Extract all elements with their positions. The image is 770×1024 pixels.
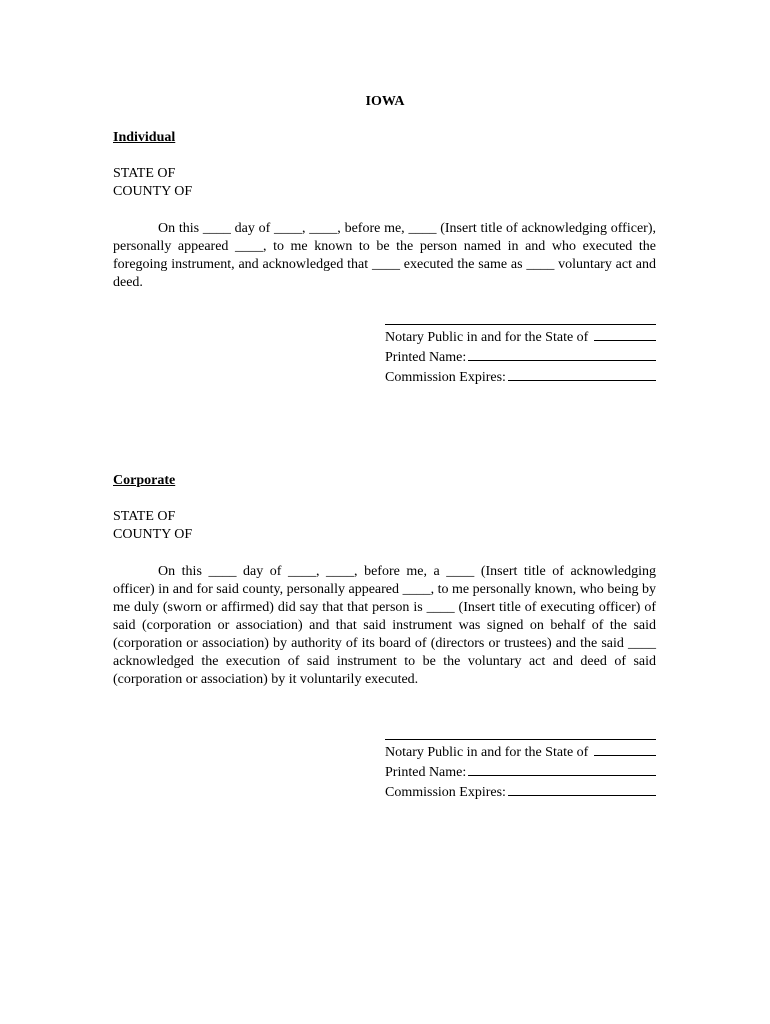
individual-notary-state-label: Notary Public in and for the State of <box>385 330 589 345</box>
corporate-commission-row <box>385 782 656 802</box>
individual-state-of: STATE OF <box>113 166 176 181</box>
corporate-notary-state-field[interactable] <box>594 742 656 756</box>
corporate-printed-name-row <box>385 762 656 782</box>
corporate-printed-name-field[interactable] <box>468 762 656 776</box>
corporate-heading: Corporate <box>113 473 176 488</box>
corporate-notary-state-row <box>385 742 656 762</box>
document-title: IOWA <box>365 94 405 109</box>
corporate-county-of: COUNTY OF <box>113 527 193 542</box>
corporate-state-of: STATE OF <box>113 509 176 524</box>
corporate-printed-name-label: Printed Name: <box>385 765 467 780</box>
corporate-commission-label: Commission Expires: <box>385 785 506 800</box>
individual-printed-name-label: Printed Name: <box>385 350 467 365</box>
individual-notary-state-row <box>385 327 656 347</box>
individual-heading: Individual <box>113 130 176 145</box>
individual-printed-name-row <box>385 347 656 367</box>
individual-commission-row <box>385 367 656 387</box>
individual-printed-name-field[interactable] <box>468 347 656 361</box>
corporate-notary-block <box>385 739 656 802</box>
individual-signature-line[interactable] <box>385 324 656 325</box>
individual-commission-field[interactable] <box>508 367 656 381</box>
corporate-acknowledgment-paragraph: On this ____ day of ____, ____, before me, a ____ (Insert title of acknowledging officer) in and for said county, personally appeared ____, to me personally known, who being by me duly (sworn or affirmed) did say that that person is ____ (Insert title of executing officer) of said (corporation or association) and that said instrument was signed on behalf of the said (corporation or association) by authority of its board of (directors or trustees) and the said ____ acknowledged the execution of said instrument to be the voluntary act and deed of said (corporation or association) by it voluntarily executed. <box>113 564 656 687</box>
individual-commission-label: Commission Expires: <box>385 370 506 385</box>
individual-notary-block <box>385 324 656 387</box>
corporate-commission-field[interactable] <box>508 782 656 796</box>
individual-acknowledgment-paragraph: On this ____ day of ____, ____, before me, ____ (Insert title of acknowledging officer), personally appeared ____, to me known to be the person named in and who executed the foregoing instrument, and acknowledged that ____ executed the same as ____ voluntary act and deed. <box>113 221 656 290</box>
individual-notary-state-field[interactable] <box>594 327 656 341</box>
corporate-signature-line[interactable] <box>385 739 656 740</box>
individual-county-of: COUNTY OF <box>113 184 193 199</box>
corporate-notary-state-label: Notary Public in and for the State of <box>385 745 589 760</box>
